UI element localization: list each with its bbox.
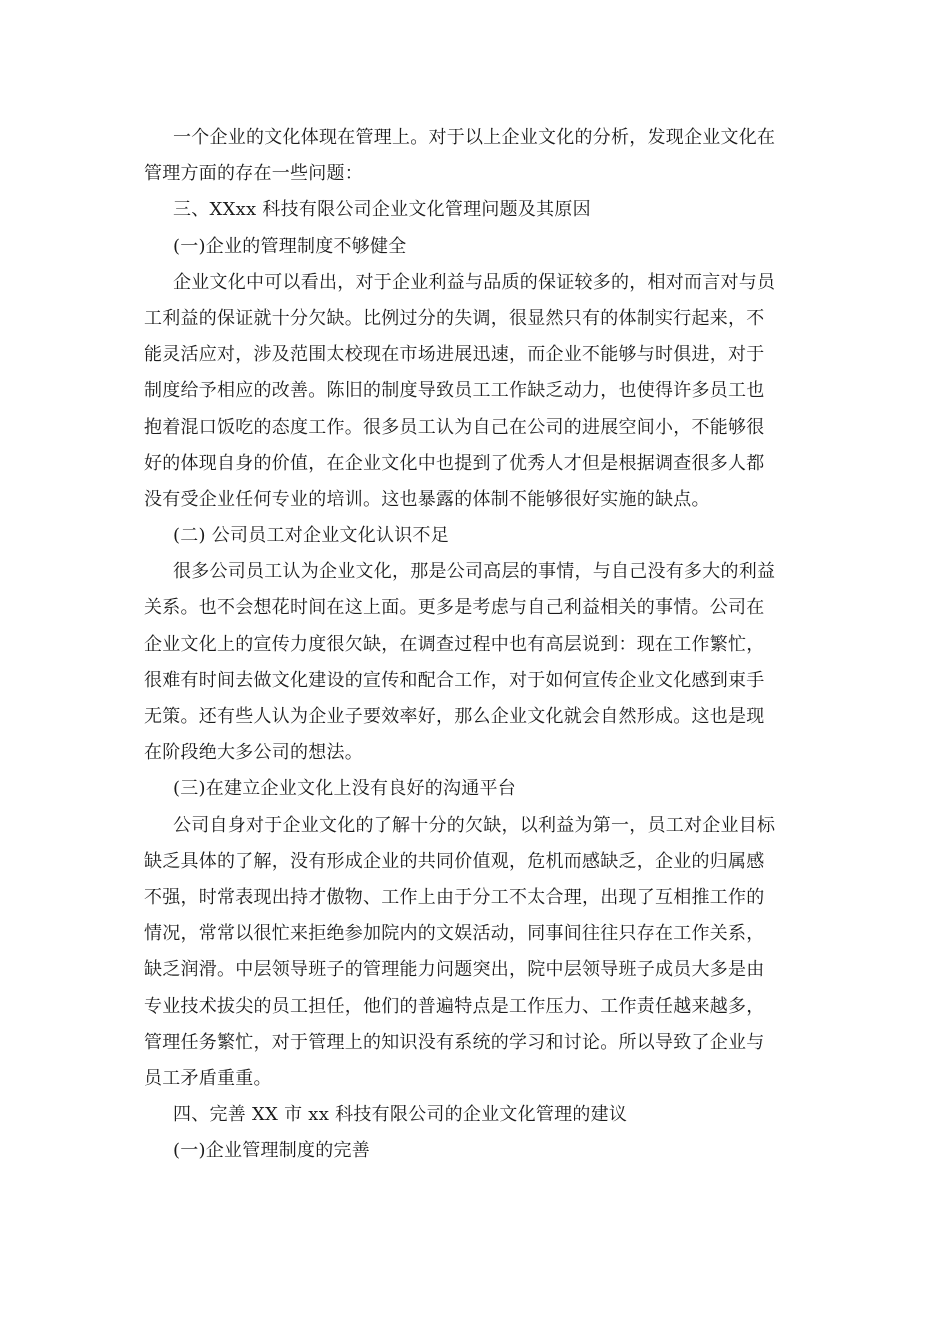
paragraph-line: 专业技术拔尖的员工担任，他们的普遍特点是工作压力、工作责任越来越多， xyxy=(144,995,765,1017)
section-heading: (一)企业管理制度的完善 xyxy=(173,1140,371,1162)
paragraph-line: 公司自身对于企业文化的了解十分的欠缺，以利益为第一，员工对企业目标 xyxy=(173,814,776,836)
paragraph-line: 很多公司员工认为企业文化，那是公司高层的事情，与自己没有多大的利益 xyxy=(173,561,776,583)
section-heading: 四、完善 XX 市 xx 科技有限公司的企业文化管理的建议 xyxy=(173,1104,628,1126)
document-body xyxy=(144,120,808,1169)
section-heading: (一)企业的管理制度不够健全 xyxy=(173,235,407,257)
section-heading: 三、XXxx 科技有限公司企业文化管理问题及其原因 xyxy=(173,199,591,221)
paragraph-line: 管理方面的存在一些问题： xyxy=(144,163,363,185)
paragraph-line: 制度给予相应的改善。陈旧的制度导致员工工作缺乏动力，也使得许多员工也 xyxy=(144,380,765,402)
paragraph xyxy=(144,808,808,1098)
paragraph-line: 能灵活应对，涉及范围太校现在市场进展迅速，而企业不能够与时俱进，对于 xyxy=(144,344,765,366)
paragraph-line: 工利益的保证就十分欠缺。比例过分的失调，很显然只有的体制实行起来，不 xyxy=(144,307,765,329)
paragraph-line: 情况，常常以很忙来拒绝参加院内的文娱活动，同事间往往只存在工作关系， xyxy=(144,923,765,945)
paragraph-line: 企业文化中可以看出，对于企业利益与品质的保证较多的，相对而言对与员 xyxy=(173,271,776,293)
paragraph-line: 没有受企业任何专业的培训。这也暴露的体制不能够很好实施的缺点。 xyxy=(144,488,710,510)
paragraph-line: 员工矛盾重重。 xyxy=(144,1067,272,1089)
paragraph xyxy=(144,120,808,192)
section-heading: (二) 公司员工对企业文化认识不足 xyxy=(173,525,450,547)
paragraph-line: 关系。也不会想花时间在这上面。更多是考虑与自己利益相关的事情。公司在 xyxy=(144,597,765,619)
paragraph-line: 抱着混口饭吃的态度工作。很多员工认为自己在公司的进展空间小，不能够很 xyxy=(144,416,765,438)
paragraph-line: 无策。还有些人认为企业子要效率好，那么企业文化就会自然形成。这也是现 xyxy=(144,706,765,727)
paragraph-line: 好的体现自身的价值，在企业文化中也提到了优秀人才但是根据调查很多人都 xyxy=(144,452,765,474)
paragraph-line: 缺乏润滑。中层领导班子的管理能力问题突出，院中层领导班子成员大多是由 xyxy=(144,959,765,981)
paragraph-line: 很难有时间去做文化建设的宣传和配合工作，对于如何宣传企业文化感到束手 xyxy=(144,669,765,691)
section-heading: (三)在建立企业文化上没有良好的沟通平台 xyxy=(173,778,517,800)
paragraph-line: 企业文化上的宣传力度很欠缺，在调查过程中也有高层说到：现在工作繁忙， xyxy=(144,633,765,655)
paragraph xyxy=(144,554,808,771)
paragraph xyxy=(144,265,808,518)
paragraph-line: 管理任务繁忙，对于管理上的知识没有系统的学习和讨论。所以导致了企业与 xyxy=(144,1031,765,1053)
paragraph-line: 不强，时常表现出持才傲物、工作上由于分工不太合理，出现了互相推工作的 xyxy=(144,886,765,908)
paragraph-line: 一个企业的文化体现在管理上。对于以上企业文化的分析，发现企业文化在 xyxy=(173,127,776,148)
paragraph-line: 缺乏具体的了解，没有形成企业的共同价值观，危机而感缺乏，企业的归属感 xyxy=(144,850,765,872)
paragraph-line: 在阶段绝大多公司的想法。 xyxy=(144,742,363,764)
